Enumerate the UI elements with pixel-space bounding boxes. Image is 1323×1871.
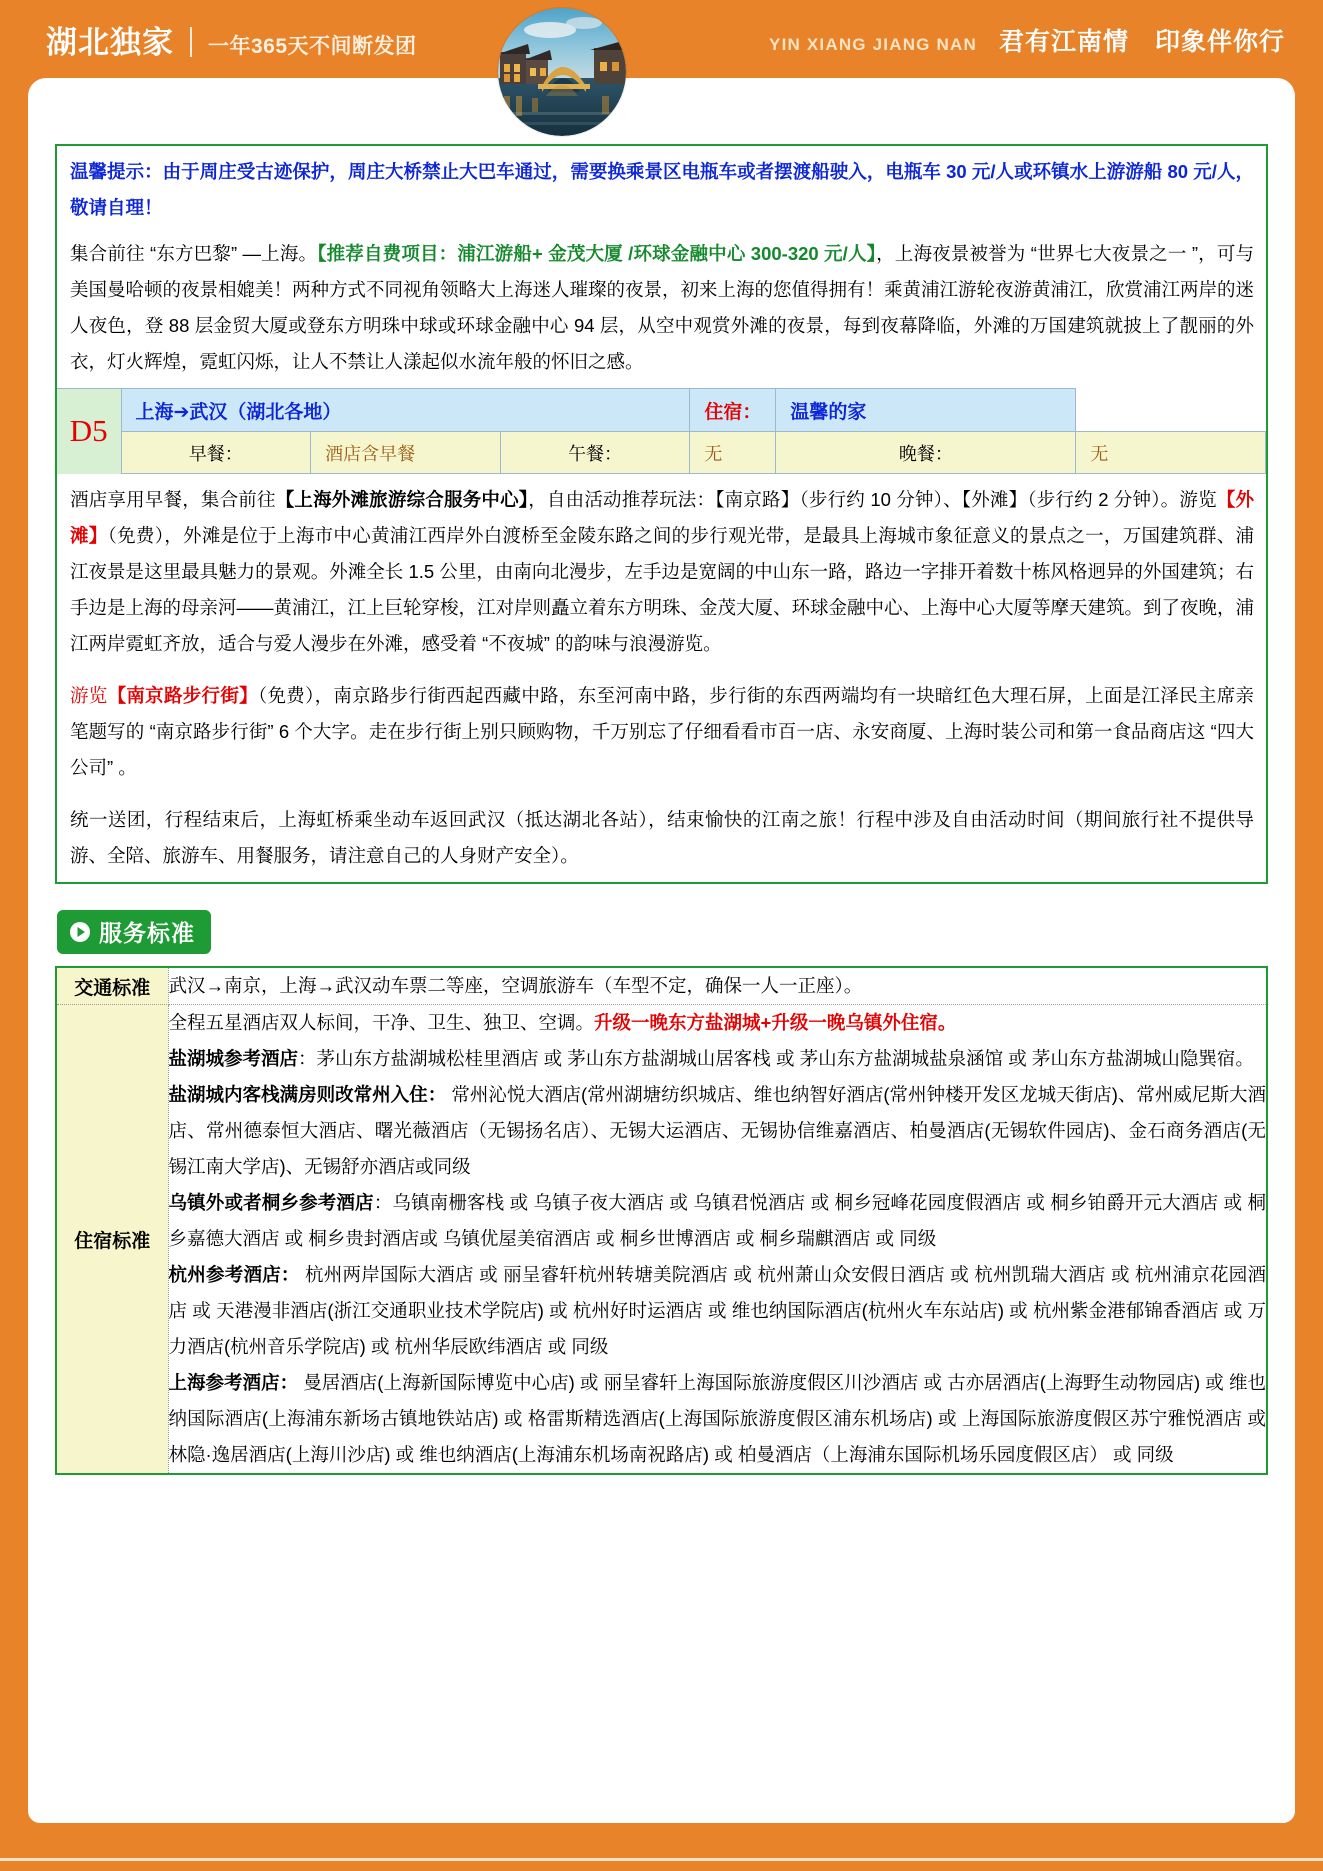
meals-row bbox=[57, 432, 1266, 474]
dinner-label: 晚餐： bbox=[776, 432, 1076, 474]
acc-group-wuzhen bbox=[169, 1185, 1267, 1257]
dinner-value: 无 bbox=[1076, 432, 1266, 474]
brand-pinyin: YIN XIANG JIANG NAN bbox=[769, 35, 977, 54]
acc-group-changzhou bbox=[169, 1077, 1267, 1185]
service-standards-badge bbox=[57, 910, 211, 954]
nanjing-road-highlight: 【南京路步行街】 bbox=[107, 685, 258, 706]
bottom-white-rule bbox=[0, 1858, 1323, 1861]
service-standards-header bbox=[55, 910, 1268, 954]
intro-segment-1: 集合前往 “东方巴黎” —上海。 bbox=[70, 243, 318, 264]
play-circle-icon bbox=[69, 921, 91, 943]
transport-standard-label: 交通标准 bbox=[56, 967, 168, 1005]
optional-item-highlight: 【推荐自费项目：浦江游船+ 金茂大厦 /环球金融中心 300-320 元/人】 bbox=[317, 243, 877, 264]
intro-segment-3: ，上海夜景被誉为 “世界七大夜景之一 ”，可与美国曼哈顿的夜景相媲美！两种方式不同视角领略大上海迷人璀璨的夜景，初来上海的您值得拥有！乘黄浦江游轮夜游黄浦江，欣赏浦江两岸的迷人夜色，登 88 层金贸大厦或登东方明珠中球或环球金融中心 94 层，从空中观赏外滩的夜景，每到夜幕降临，外滩的万国建筑就披上了靓丽的外衣，灯火辉煌，霓虹闪烁，让人不禁让人漾起似水流年般的怀旧之感。 bbox=[70, 243, 1255, 372]
acc-upgrade-highlight: 升级一晚东方盐湖城+升级一晚乌镇外住宿。 bbox=[594, 1012, 957, 1033]
acc-g4-text: 杭州两岸国际大酒店 或 丽呈睿轩杭州转塘美院酒店 或 杭州萧山众安假日酒店 或 杭州凯瑞大酒店 或 杭州浦京花园酒店 或 天港漫非酒店(浙江交通职业技术学院店) 或 杭州好时运酒店 或 维也纳国际酒店(杭州火车东站店) 或 杭州紫金港郁锦香酒店 或 万力酒店(杭州音乐学院店) 或 杭州华辰欧纬酒店 或 同级 bbox=[168, 1264, 1266, 1357]
bottom-orange-band bbox=[0, 1823, 1323, 1871]
acc-g3-text: ：乌镇南栅客栈 或 乌镇子夜大酒店 或 乌镇君悦酒店 或 桐乡冠峰花园度假酒店 或 桐乡铂爵开元大酒店 或 桐乡嘉德大酒店 或 桐乡贵封酒店或 乌镇优屋美宿酒店 或 桐乡世博酒店 或 桐乡瑞麒酒店 或 同级 bbox=[168, 1192, 1266, 1249]
acc-group-saltlake bbox=[169, 1041, 1267, 1077]
acc-g1-title: 盐湖城参考酒店 bbox=[168, 1048, 299, 1069]
route-row bbox=[57, 389, 1266, 432]
acc-g5-text: 曼居酒店(上海新国际博览中心店) 或 丽呈睿轩上海国际旅游度假区川沙酒店 或 古亦居酒店(上海野生动物园店) 或 维也纳国际酒店(上海浦东新场古镇地铁站店) 或 格雷斯精选酒店(上海国际旅游度假区浦东机场店) 或 上海国际旅游度假区苏宁雅悦酒店 或 林隐·逸居酒店(上海川沙店) 或 维也纳酒店(上海浦东机场南祝路店) 或 柏曼酒店（上海浦东国际机场乐园度假区店） 或 同级 bbox=[168, 1372, 1266, 1465]
acc-line-upgrade bbox=[169, 1005, 1267, 1041]
transport-standard-row bbox=[56, 967, 1267, 1005]
warm-tip-text: 温馨提示：由于周庄受古迹保护，周庄大桥禁止大巴车通过，需要换乘景区电瓶车或者摆渡船驶入，电瓶车 30 元/人或环镇水上游游船 80 元/人，敬请自理！ bbox=[70, 161, 1254, 218]
route-cell: 上海➔武汉（湖北各地） bbox=[121, 389, 690, 432]
service-center-highlight: 【上海外滩旅游综合服务中心】 bbox=[275, 489, 529, 510]
acc-group-shanghai bbox=[169, 1365, 1267, 1473]
brand-left-group bbox=[46, 17, 417, 62]
accommodation-standard-label: 住宿标准 bbox=[56, 1005, 168, 1475]
brand-slogan-2: 印象伴你行 bbox=[1154, 28, 1285, 56]
lunch-label: 午餐： bbox=[500, 432, 690, 474]
bund-highlight: 【外滩】 bbox=[70, 489, 1254, 546]
page-content bbox=[28, 78, 1295, 1475]
intro-paragraph bbox=[57, 228, 1266, 388]
acc-g2-title: 盐湖城内客栈满房则改常州入住： bbox=[168, 1084, 447, 1105]
tour-verb-red: 游览 bbox=[70, 685, 108, 706]
acc-group-hangzhou bbox=[169, 1257, 1267, 1365]
day-code-label: D5 bbox=[69, 413, 108, 449]
brand-divider bbox=[190, 27, 192, 57]
day-code-cell bbox=[57, 389, 121, 474]
accommodation-standard-text bbox=[168, 1005, 1267, 1475]
acc-g4-title: 杭州参考酒店： bbox=[168, 1264, 300, 1285]
breakfast-value: 酒店含早餐 bbox=[311, 432, 501, 474]
transport-standard-text: 武汉→南京，上海→武汉动车票二等座，空调旅游车（车型不定，确保一人一正座）。 bbox=[168, 967, 1267, 1005]
warm-tip-paragraph bbox=[57, 146, 1266, 228]
acc-line1-a: 全程五星酒店双人标间，干净、卫生、独卫、空调。 bbox=[168, 1012, 595, 1033]
acc-g2-text: 常州沁悦大酒店(常州湖塘纺织城店、维也纳智好酒店(常州钟楼开发区龙城天街店)、常州威尼斯大酒店、常州德泰恒大酒店、曙光薇酒店（无锡扬名店）、无锡大运酒店、无锡协信维嘉酒店、柏曼酒店(无锡软件园店)、金石商务酒店(无锡江南大学店)、无锡舒亦酒店或同级 bbox=[168, 1084, 1266, 1177]
brand-title: 湖北独家 bbox=[46, 24, 174, 60]
brand-slogan-1: 君有江南情 bbox=[998, 28, 1129, 56]
body-p1-c: ，自由活动推荐玩法：【南京路】（步行约 10 分钟）、【外滩】（步行约 2 分钟）。游览 bbox=[528, 489, 1217, 510]
acc-g5-title: 上海参考酒店： bbox=[168, 1372, 299, 1393]
service-standards-label: 服务标准 bbox=[99, 920, 195, 946]
day-body-paragraph-2 bbox=[57, 670, 1266, 794]
body-p1-e: （免费），外滩是位于上海市中心黄浦江西岸外白渡桥至金陵东路之间的步行观光带，是最具上海城市象征意义的景点之一，万国建筑群、浦江夜景是这里最具魅力的景观。外滩全长 1.5 公里，由南向北漫步，左手边是宽阔的中山东一路，路边一字排开着数十栋风格迥异的外国建筑；右手边是上海的母亲河——黄浦江，江上巨轮穿梭，江对岸则矗立着东方明珠、金茂大厦、环球金融中心、上海中心大厦等摩天建筑。到了夜晚，浦江两岸霓虹齐放，适合与爱人漫步在外滩，感受着 “不夜城” 的韵味与浪漫游览。 bbox=[70, 525, 1255, 654]
brand-right-group bbox=[769, 22, 1285, 58]
brand-subtitle: 一年365天不间断发团 bbox=[208, 34, 417, 58]
breakfast-label: 早餐： bbox=[121, 432, 311, 474]
accommodation-standard-row bbox=[56, 1005, 1267, 1475]
stay-value-cell: 温馨的家 bbox=[776, 389, 1076, 432]
service-standards-table bbox=[55, 966, 1268, 1475]
body-p1-a: 酒店享用早餐，集合前往 bbox=[70, 489, 276, 510]
acc-g1-text: ：茅山东方盐湖城松桂里酒店 或 茅山东方盐湖城山居客栈 或 茅山东方盐湖城盐泉涵馆 或 茅山东方盐湖城山隐巽宿。 bbox=[298, 1048, 1254, 1069]
stay-label-cell: 住宿： bbox=[690, 389, 776, 432]
day-itinerary-block bbox=[55, 144, 1268, 884]
day-body-paragraph-3: 统一送团，行程结束后，上海虹桥乘坐动车返回武汉（抵达湖北各站），结束愉快的江南之旅！行程中涉及自由活动时间（期间旅行社不提供导游、全陪、旅游车、用餐服务，请注意自己的人身财产安全）。 bbox=[70, 809, 1254, 866]
day-header-table bbox=[57, 388, 1266, 474]
body-p2-c: （免费），南京路步行街西起西藏中路，东至河南中路，步行街的东西两端均有一块暗红色大理石屏，上面是江泽民主席亲笔题写的 “南京路步行街” 6 个大字。走在步行街上别只顾购物，千万别忘了仔细看看市百一店、永安商厦、上海时装公司和第一食品商店这 “四大公司” 。 bbox=[70, 685, 1254, 778]
day-body-paragraph-1 bbox=[57, 474, 1266, 670]
page-header bbox=[0, 0, 1323, 78]
watertown-photo bbox=[498, 8, 626, 136]
lunch-value: 无 bbox=[690, 432, 776, 474]
acc-g3-title: 乌镇外或者桐乡参考酒店 bbox=[168, 1192, 374, 1213]
